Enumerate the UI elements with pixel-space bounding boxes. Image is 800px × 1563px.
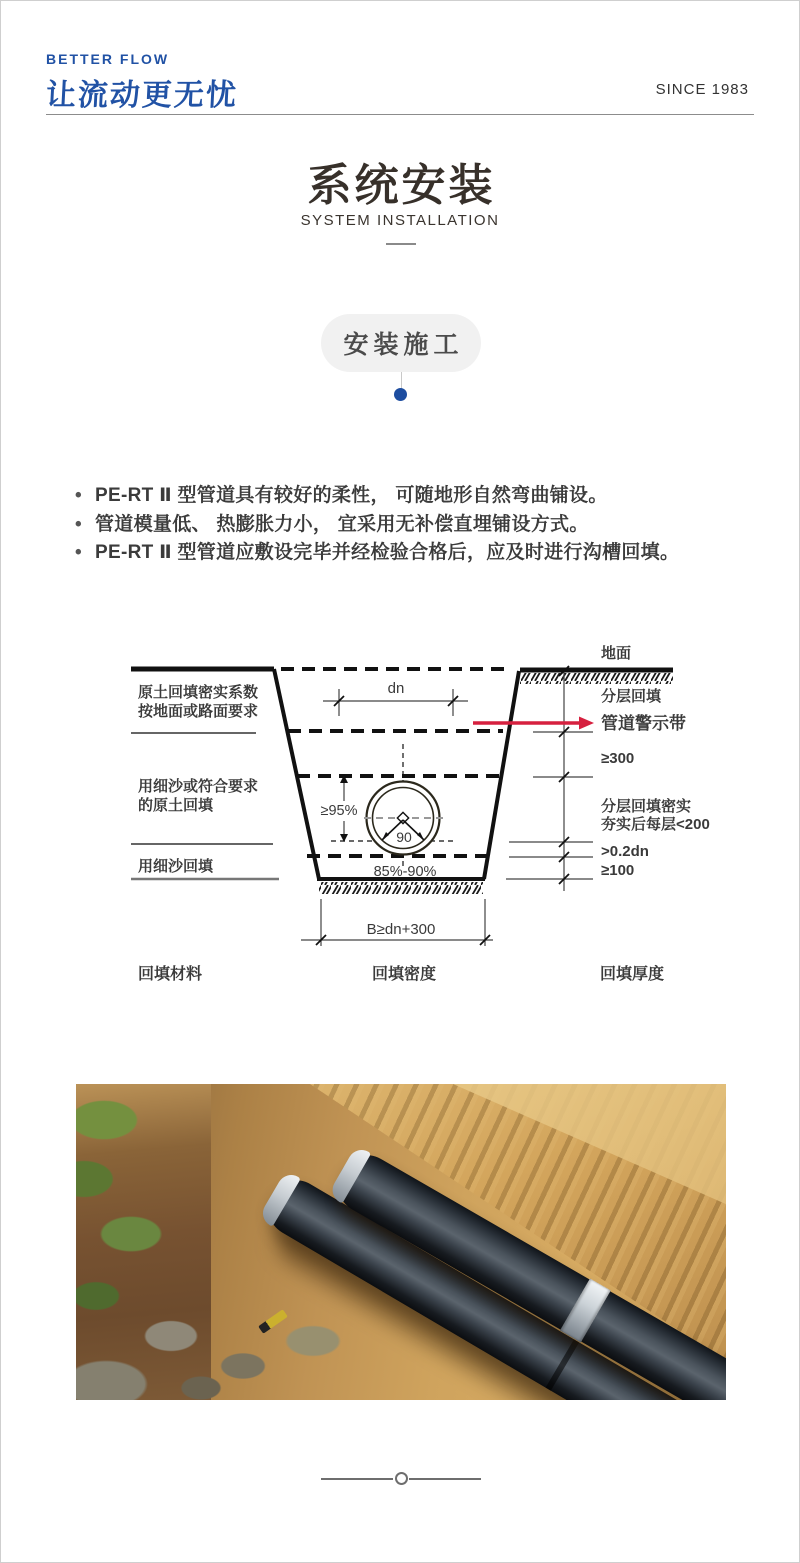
- trench-bottom-hatch: [319, 882, 483, 894]
- left-label-3: 用细沙回填: [138, 858, 214, 875]
- badge-dot: [394, 388, 407, 401]
- footer-label-thickness: 回填厚度: [600, 966, 665, 983]
- footer-line-right: [409, 1478, 481, 1480]
- list-item: [75, 511, 740, 540]
- right-label-gt02dn: >0.2dn: [601, 843, 649, 860]
- page-title: 系统安装: [307, 161, 496, 210]
- right-label-ge100: ≥100: [601, 862, 635, 879]
- bullet-text: PE-RT Ⅱ 型管道应敷设完毕并经检验合格后，应及时进行沟槽回填。: [95, 542, 680, 563]
- list-item: [75, 539, 740, 568]
- right-label-layered: 分层回填: [601, 688, 662, 705]
- ground-hatch-right: [520, 673, 673, 684]
- right-label-compact1: 分层回填密实: [601, 798, 692, 815]
- pipe-end-cap: [328, 1145, 372, 1204]
- left-label-1a: 原土回填密实系数: [138, 684, 259, 701]
- brand-logo-text: 让流动更无忧: [44, 79, 239, 112]
- pipe-seam: [545, 1339, 579, 1390]
- since-label: SINCE 1983: [655, 81, 749, 98]
- footer-label-density: 回填密度: [371, 966, 437, 983]
- section-badge: 安装施工: [321, 314, 481, 372]
- pipe-end-cap: [258, 1170, 301, 1227]
- brand-slogan-en: BETTER FLOW: [46, 51, 170, 67]
- list-item: [75, 482, 740, 511]
- bullet-text: PE-RT Ⅱ 型管道具有较好的柔性， 可随地形自然弯曲铺设。: [95, 485, 608, 506]
- bullet-icon: •: [75, 513, 82, 535]
- bullet-icon: •: [75, 542, 82, 563]
- bullet-icon: •: [75, 485, 82, 506]
- header-divider: [46, 114, 754, 115]
- page-subtitle: SYSTEM INSTALLATION: [300, 212, 500, 229]
- warning-tape-arrowhead: [579, 717, 594, 730]
- trench-wall-left: [274, 669, 319, 879]
- brand-block: [46, 51, 238, 114]
- right-label-compact2: 夯实后每层<200: [601, 816, 710, 833]
- left-label-2b: 的原土回填: [138, 797, 214, 814]
- bullet-text: 管道模量低、 热膨胀力小， 宜采用无补偿直埋铺设方式。: [95, 513, 589, 535]
- warning-tape-label: 管道警示带: [601, 714, 686, 733]
- title-dash: [386, 243, 416, 245]
- bullet-list: [75, 482, 740, 568]
- trench-photo: [76, 1084, 726, 1400]
- footer-circle: [395, 1472, 408, 1485]
- rocks: [131, 1296, 371, 1400]
- right-label-ge300: ≥300: [601, 750, 635, 767]
- ground-label: 地面: [601, 645, 632, 662]
- trench-diagram: [1, 621, 800, 1001]
- density-label: 85%-90%: [373, 864, 437, 880]
- b-width-label: B≥dn+300: [366, 921, 436, 938]
- footer-line-left: [321, 1478, 393, 1480]
- badge-stem-line: [401, 372, 402, 389]
- left-label-2a: 用细沙或符合要求: [138, 778, 259, 795]
- angle-label: 90: [396, 829, 412, 845]
- pipe-joint-collar: [560, 1278, 611, 1342]
- left-label-1b: 按地面或路面要求: [138, 703, 259, 720]
- ge95-label: ≥95%: [320, 803, 358, 819]
- footer-label-material: 回填材料: [138, 966, 203, 983]
- dn-label: dn: [387, 680, 405, 697]
